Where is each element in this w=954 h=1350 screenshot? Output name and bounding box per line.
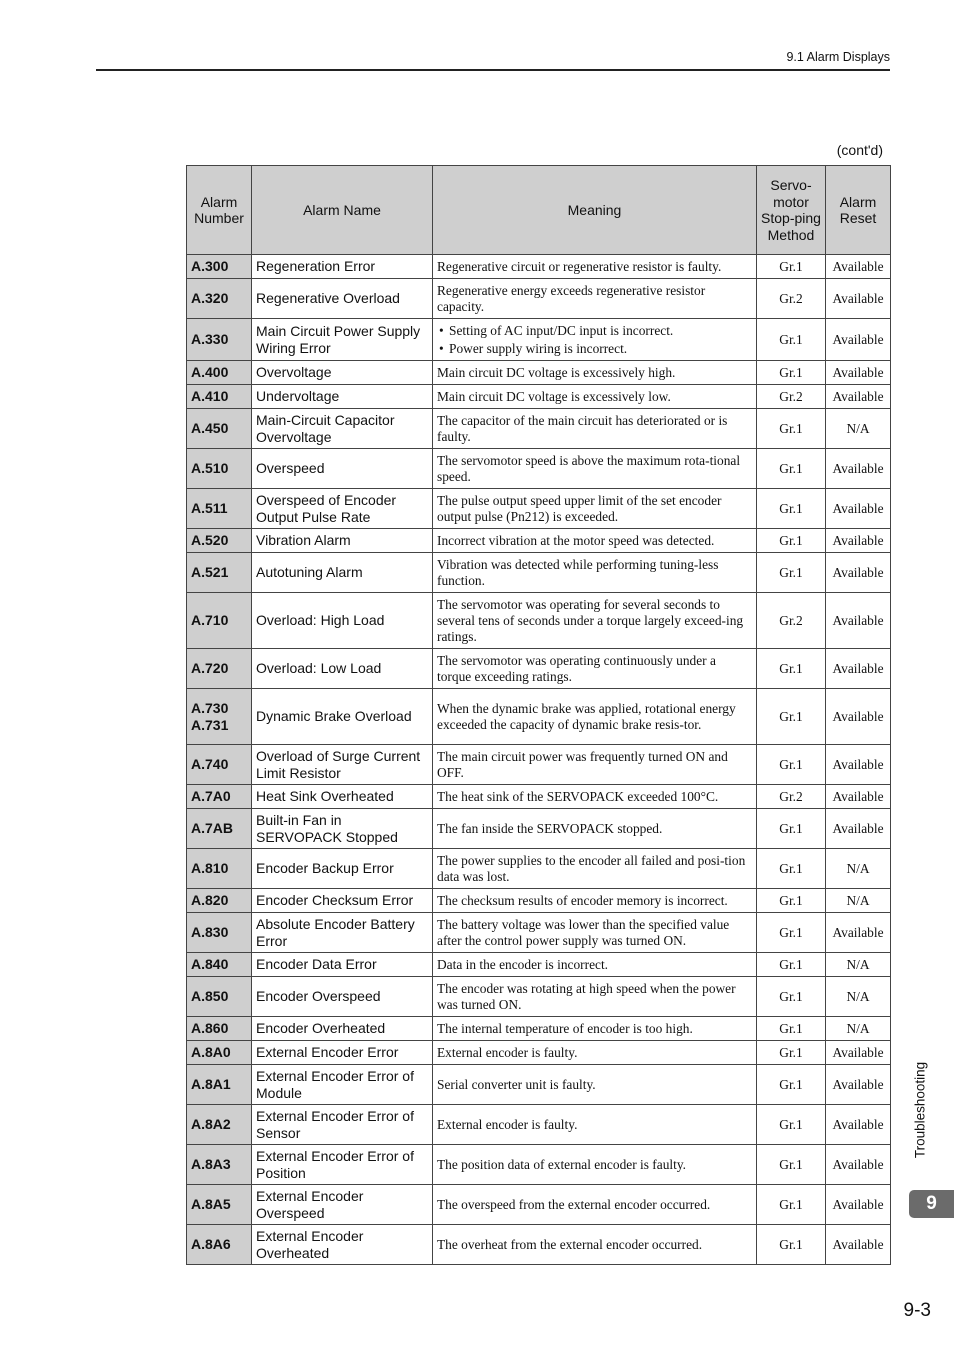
meaning-cell: The position data of external encoder is faulty. <box>433 1145 757 1185</box>
alarm-name-cell: Encoder Overheated <box>252 1017 433 1041</box>
alarm-number-cell: A.8A0 <box>187 1041 252 1065</box>
meaning-bullet-list <box>437 322 752 358</box>
stopping-method-cell: Gr.1 <box>757 1145 826 1185</box>
meaning-cell: Main circuit DC voltage is excessively high. <box>433 361 757 385</box>
stopping-method-cell: Gr.1 <box>757 649 826 689</box>
stopping-method-cell: Gr.1 <box>757 1041 826 1065</box>
meaning-cell: The servomotor speed is above the maximum rota-tional speed. <box>433 449 757 489</box>
alarm-number-cell: A.8A3 <box>187 1145 252 1185</box>
header-alarm-number: Alarm Number <box>187 166 252 255</box>
stopping-method-cell: Gr.1 <box>757 745 826 785</box>
alarm-name-cell: Overload: Low Load <box>252 649 433 689</box>
stopping-method-cell: Gr.1 <box>757 809 826 849</box>
table-row <box>187 553 891 593</box>
header-rule <box>96 69 890 71</box>
alarm-number-cell: A.820 <box>187 889 252 913</box>
meaning-cell: The capacitor of the main circuit has deteriorated or is faulty. <box>433 409 757 449</box>
stopping-method-cell: Gr.1 <box>757 953 826 977</box>
stopping-method-cell: Gr.1 <box>757 1017 826 1041</box>
alarm-name-cell: Heat Sink Overheated <box>252 785 433 809</box>
alarm-reset-cell: Available <box>826 745 891 785</box>
alarm-name-cell: Dynamic Brake Overload <box>252 689 433 745</box>
alarm-name-cell: Overload of Surge Current Limit Resistor <box>252 745 433 785</box>
alarm-name-cell: Overload: High Load <box>252 593 433 649</box>
meaning-cell: Data in the encoder is incorrect. <box>433 953 757 977</box>
chapter-tab: 9 <box>909 1190 954 1218</box>
stopping-method-cell: Gr.1 <box>757 977 826 1017</box>
table-row <box>187 849 891 889</box>
meaning-cell: The pulse output speed upper limit of the set encoder output pulse (Pn212) is exceeded. <box>433 489 757 529</box>
alarm-name-cell: External Encoder Error <box>252 1041 433 1065</box>
alarm-name-cell: Main Circuit Power Supply Wiring Error <box>252 319 433 361</box>
alarm-name-cell: Encoder Checksum Error <box>252 889 433 913</box>
alarm-reset-cell: Available <box>826 319 891 361</box>
meaning-cell: The encoder was rotating at high speed when the power was turned ON. <box>433 977 757 1017</box>
alarm-number-cell: A.400 <box>187 361 252 385</box>
alarm-reset-cell: N/A <box>826 953 891 977</box>
alarm-reset-cell: Available <box>826 1105 891 1145</box>
meaning-cell: The main circuit power was frequently turned ON and OFF. <box>433 745 757 785</box>
meaning-cell <box>433 319 757 361</box>
meaning-bullet-item: • Power supply wiring is incorrect. <box>437 340 752 358</box>
table-row <box>187 409 891 449</box>
alarm-reset-cell: Available <box>826 1225 891 1265</box>
alarm-reset-cell: Available <box>826 785 891 809</box>
alarm-name-cell: Undervoltage <box>252 385 433 409</box>
meaning-cell: The battery voltage was lower than the specified value after the control power supply was turned ON. <box>433 913 757 953</box>
meaning-cell: The servomotor was operating continuously under a torque exceeding ratings. <box>433 649 757 689</box>
stopping-method-cell: Gr.2 <box>757 593 826 649</box>
meaning-cell: The servomotor was operating for several seconds to several tens of seconds under a torque largely exceed-ing ratings. <box>433 593 757 649</box>
alarm-number-cell: A.8A6 <box>187 1225 252 1265</box>
table-row <box>187 593 891 649</box>
alarm-name-cell: Overvoltage <box>252 361 433 385</box>
alarm-reset-cell: Available <box>826 809 891 849</box>
meaning-cell: External encoder is faulty. <box>433 1041 757 1065</box>
alarm-reset-cell: Available <box>826 593 891 649</box>
meaning-cell: The heat sink of the SERVOPACK exceeded 100°C. <box>433 785 757 809</box>
alarm-table-body <box>187 255 891 1265</box>
table-row <box>187 913 891 953</box>
table-row <box>187 1105 891 1145</box>
table-row <box>187 1065 891 1105</box>
alarm-number-cell: A.520 <box>187 529 252 553</box>
alarm-number-cell: A.7AB <box>187 809 252 849</box>
alarm-name-cell: External Encoder Error of Position <box>252 1145 433 1185</box>
table-row <box>187 745 891 785</box>
alarm-reset-cell: N/A <box>826 1017 891 1041</box>
stopping-method-cell: Gr.1 <box>757 889 826 913</box>
alarm-number-cell: A.410 <box>187 385 252 409</box>
stopping-method-cell: Gr.1 <box>757 1065 826 1105</box>
alarm-name-cell: Encoder Data Error <box>252 953 433 977</box>
meaning-cell: The overheat from the external encoder occurred. <box>433 1225 757 1265</box>
meaning-cell: The internal temperature of encoder is too high. <box>433 1017 757 1041</box>
header-alarm-reset: Alarm Reset <box>826 166 891 255</box>
meaning-cell: Regenerative circuit or regenerative resistor is faulty. <box>433 255 757 279</box>
alarm-name-cell: External Encoder Error of Sensor <box>252 1105 433 1145</box>
alarm-name-cell: Overspeed <box>252 449 433 489</box>
stopping-method-cell: Gr.1 <box>757 361 826 385</box>
meaning-cell: The fan inside the SERVOPACK stopped. <box>433 809 757 849</box>
alarm-table <box>186 165 891 1265</box>
continued-label: (cont'd) <box>836 142 883 158</box>
alarm-number-cell: A.710 <box>187 593 252 649</box>
table-row <box>187 449 891 489</box>
alarm-reset-cell: Available <box>826 361 891 385</box>
stopping-method-cell: Gr.1 <box>757 255 826 279</box>
alarm-name-cell: Regeneration Error <box>252 255 433 279</box>
alarm-number-cell: A.8A5 <box>187 1185 252 1225</box>
stopping-method-cell: Gr.1 <box>757 553 826 593</box>
meaning-cell: Main circuit DC voltage is excessively low. <box>433 385 757 409</box>
alarm-number-cell: A.8A2 <box>187 1105 252 1145</box>
alarm-number-cell: A.830 <box>187 913 252 953</box>
table-row <box>187 385 891 409</box>
header-meaning: Meaning <box>433 166 757 255</box>
table-row <box>187 649 891 689</box>
meaning-bullet-item: • Setting of AC input/DC input is incorrect. <box>437 322 752 340</box>
alarm-reset-cell: Available <box>826 279 891 319</box>
alarm-name-cell: External Encoder Error of Module <box>252 1065 433 1105</box>
stopping-method-cell: Gr.1 <box>757 689 826 745</box>
header-alarm-name: Alarm Name <box>252 166 433 255</box>
alarm-number-cell: A.511 <box>187 489 252 529</box>
table-row <box>187 689 891 745</box>
alarm-name-cell: External Encoder Overheated <box>252 1225 433 1265</box>
alarm-number-cell: A.850 <box>187 977 252 1017</box>
table-row <box>187 809 891 849</box>
alarm-number-cell: A.300 <box>187 255 252 279</box>
alarm-number-cell: A.510 <box>187 449 252 489</box>
alarm-number-cell: A.320 <box>187 279 252 319</box>
meaning-cell: External encoder is faulty. <box>433 1105 757 1145</box>
alarm-number-cell: A.810 <box>187 849 252 889</box>
table-row <box>187 889 891 913</box>
stopping-method-cell: Gr.2 <box>757 785 826 809</box>
alarm-number-cell: A.8A1 <box>187 1065 252 1105</box>
meaning-cell: Regenerative energy exceeds regenerative resistor capacity. <box>433 279 757 319</box>
header-stopping-method: Servo-motor Stop-ping Method <box>757 166 826 255</box>
alarm-number-cell: A.450 <box>187 409 252 449</box>
stopping-method-cell: Gr.1 <box>757 849 826 889</box>
meaning-cell: Serial converter unit is faulty. <box>433 1065 757 1105</box>
alarm-name-cell: Encoder Overspeed <box>252 977 433 1017</box>
table-row <box>187 1145 891 1185</box>
alarm-reset-cell: N/A <box>826 889 891 913</box>
stopping-method-cell: Gr.1 <box>757 409 826 449</box>
table-row <box>187 1225 891 1265</box>
alarm-number-cell: A.521 <box>187 553 252 593</box>
alarm-number-cell: A.720 <box>187 649 252 689</box>
alarm-number-cell: A.730 A.731 <box>187 689 252 745</box>
stopping-method-cell: Gr.2 <box>757 385 826 409</box>
alarm-number-cell: A.7A0 <box>187 785 252 809</box>
table-row <box>187 785 891 809</box>
alarm-reset-cell: Available <box>826 385 891 409</box>
alarm-reset-cell: Available <box>826 1185 891 1225</box>
alarm-name-cell: Overspeed of Encoder Output Pulse Rate <box>252 489 433 529</box>
table-header-row <box>187 166 891 255</box>
stopping-method-cell: Gr.1 <box>757 449 826 489</box>
meaning-cell: Vibration was detected while performing tuning-less function. <box>433 553 757 593</box>
table-row <box>187 489 891 529</box>
stopping-method-cell: Gr.1 <box>757 319 826 361</box>
table-row <box>187 977 891 1017</box>
stopping-method-cell: Gr.1 <box>757 1225 826 1265</box>
table-row <box>187 1185 891 1225</box>
table-row <box>187 255 891 279</box>
page-number: 9-3 <box>903 1300 931 1321</box>
alarm-reset-cell: Available <box>826 1041 891 1065</box>
chapter-side-label: Troubleshooting <box>912 1061 928 1159</box>
stopping-method-cell: Gr.2 <box>757 279 826 319</box>
alarm-reset-cell: Available <box>826 649 891 689</box>
alarm-reset-cell: Available <box>826 1145 891 1185</box>
table-row <box>187 1017 891 1041</box>
running-header: 9.1 Alarm Displays <box>786 50 890 64</box>
alarm-name-cell: Vibration Alarm <box>252 529 433 553</box>
table-row <box>187 953 891 977</box>
alarm-name-cell: Regenerative Overload <box>252 279 433 319</box>
alarm-number-cell: A.840 <box>187 953 252 977</box>
meaning-cell: Incorrect vibration at the motor speed was detected. <box>433 529 757 553</box>
alarm-reset-cell: N/A <box>826 849 891 889</box>
stopping-method-cell: Gr.1 <box>757 489 826 529</box>
alarm-name-cell: Encoder Backup Error <box>252 849 433 889</box>
alarm-reset-cell: N/A <box>826 977 891 1017</box>
meaning-cell: The overspeed from the external encoder occurred. <box>433 1185 757 1225</box>
meaning-cell: The power supplies to the encoder all failed and posi-tion data was lost. <box>433 849 757 889</box>
alarm-reset-cell: Available <box>826 1065 891 1105</box>
table-row <box>187 279 891 319</box>
alarm-name-cell: Absolute Encoder Battery Error <box>252 913 433 953</box>
table-row <box>187 361 891 385</box>
alarm-reset-cell: Available <box>826 255 891 279</box>
alarm-name-cell: External Encoder Overspeed <box>252 1185 433 1225</box>
table-row <box>187 529 891 553</box>
alarm-reset-cell: Available <box>826 689 891 745</box>
stopping-method-cell: Gr.1 <box>757 1105 826 1145</box>
table-row <box>187 1041 891 1065</box>
alarm-reset-cell: N/A <box>826 409 891 449</box>
alarm-reset-cell: Available <box>826 489 891 529</box>
alarm-name-cell: Autotuning Alarm <box>252 553 433 593</box>
alarm-number-cell: A.740 <box>187 745 252 785</box>
alarm-reset-cell: Available <box>826 913 891 953</box>
alarm-reset-cell: Available <box>826 553 891 593</box>
alarm-reset-cell: Available <box>826 449 891 489</box>
alarm-number-cell: A.860 <box>187 1017 252 1041</box>
alarm-name-cell: Main-Circuit Capacitor Overvoltage <box>252 409 433 449</box>
stopping-method-cell: Gr.1 <box>757 913 826 953</box>
alarm-name-cell: Built-in Fan in SERVOPACK Stopped <box>252 809 433 849</box>
stopping-method-cell: Gr.1 <box>757 529 826 553</box>
alarm-reset-cell: Available <box>826 529 891 553</box>
table-row <box>187 319 891 361</box>
alarm-number-cell: A.330 <box>187 319 252 361</box>
meaning-cell: When the dynamic brake was applied, rotational energy exceeded the capacity of dynamic brake resis-tor. <box>433 689 757 745</box>
stopping-method-cell: Gr.1 <box>757 1185 826 1225</box>
meaning-cell: The checksum results of encoder memory is incorrect. <box>433 889 757 913</box>
